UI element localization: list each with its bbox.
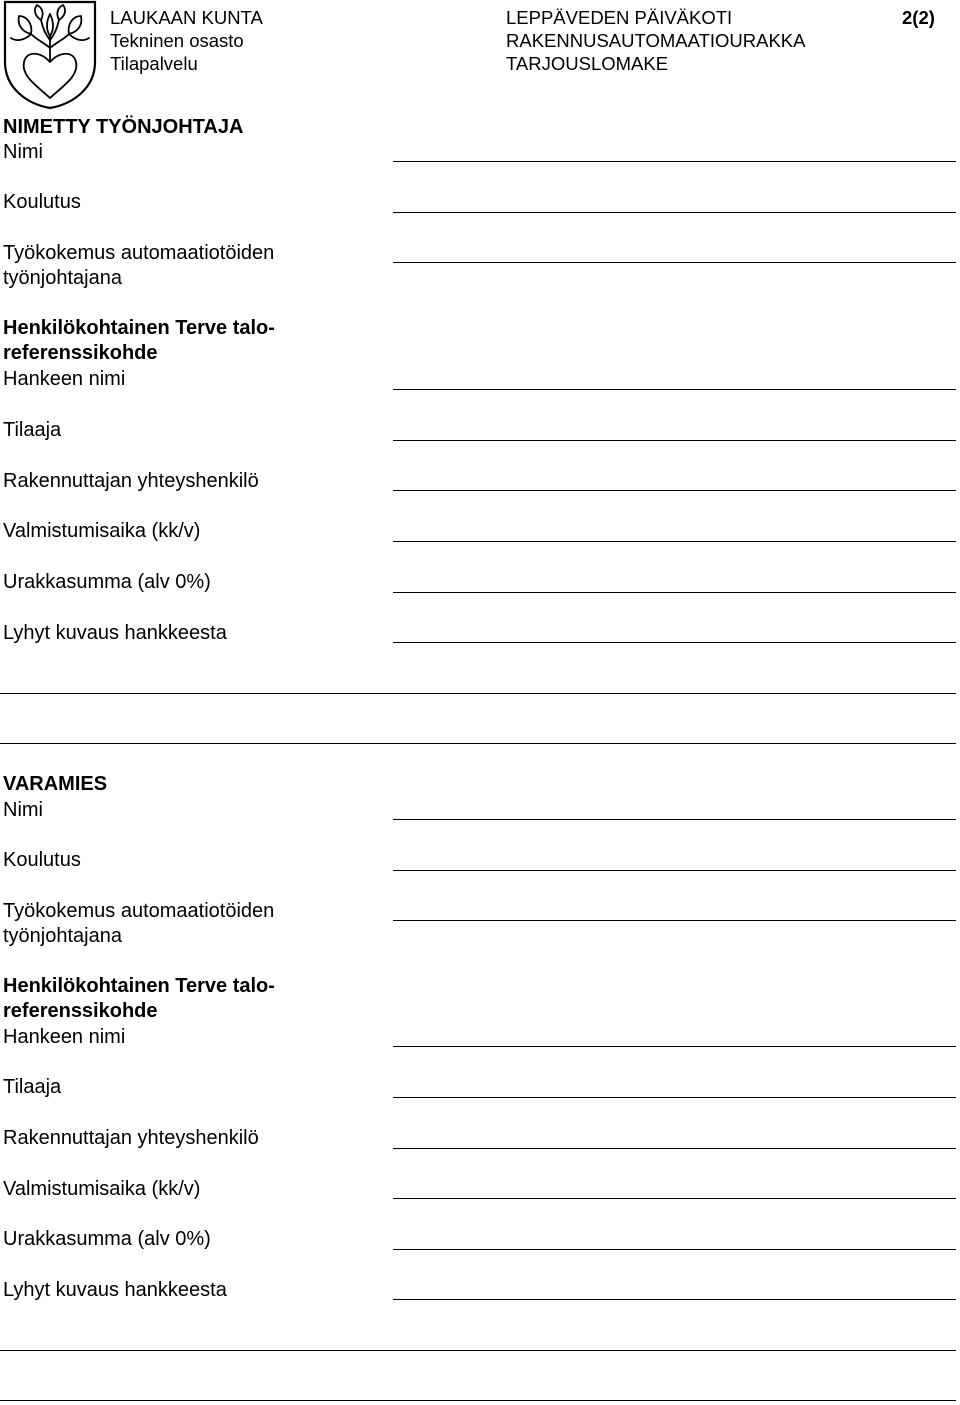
field-line-kuvaus[interactable]: [393, 642, 956, 643]
field-line-tilaaja[interactable]: [393, 440, 956, 441]
field-line-kuvaus[interactable]: [393, 1299, 956, 1300]
reference-heading-cont: referenssikohde: [3, 342, 158, 364]
org-unit: Tilapalvelu: [110, 53, 198, 74]
field-label-koulutus: Koulutus: [3, 191, 81, 213]
field-line-valmistumisaika[interactable]: [393, 1198, 956, 1199]
page-number: 2(2): [902, 7, 935, 28]
field-label-nimi: Nimi: [3, 799, 43, 821]
logo: [3, 0, 97, 110]
field-label-tyokokemus: Työkokemus automaatiotöiden: [3, 242, 275, 264]
field-line-yhteyshenkilo[interactable]: [393, 1148, 956, 1149]
field-label-tyokokemus-cont: työnjohtajana: [3, 925, 122, 947]
field-line-tilaaja[interactable]: [393, 1097, 956, 1098]
field-label-tilaaja: Tilaaja: [3, 419, 62, 441]
reference-heading: Henkilökohtainen Terve talo-: [3, 975, 275, 997]
field-label-koulutus: Koulutus: [3, 849, 81, 871]
field-line-hankkeen-nimi[interactable]: [393, 1046, 956, 1047]
field-line-nimi[interactable]: [393, 161, 956, 162]
field-line-urakkasumma[interactable]: [393, 1249, 956, 1250]
field-line-kuvaus-3[interactable]: [0, 743, 956, 744]
field-line-koulutus[interactable]: [393, 870, 956, 871]
reference-heading-cont: referenssikohde: [3, 1000, 158, 1022]
field-label-nimi: Nimi: [3, 141, 43, 163]
field-label-urakkasumma: Urakkasumma (alv 0%): [3, 1228, 211, 1250]
field-label-valmistumisaika: Valmistumisaika (kk/v): [3, 1178, 201, 1200]
reference-heading: Henkilökohtainen Terve talo-: [3, 317, 275, 339]
field-label-hankkeen-nimi: Hankeen nimi: [3, 1026, 126, 1048]
field-line-urakkasumma[interactable]: [393, 592, 956, 593]
section-heading: VARAMIES: [3, 773, 108, 795]
field-label-kuvaus: Lyhyt kuvaus hankkeesta: [3, 622, 227, 644]
org-department: Tekninen osasto: [110, 30, 244, 51]
field-line-nimi[interactable]: [393, 819, 956, 820]
org-name: LAUKAAN KUNTA: [110, 7, 263, 28]
field-line-yhteyshenkilo[interactable]: [393, 490, 956, 491]
field-label-valmistumisaika: Valmistumisaika (kk/v): [3, 520, 201, 542]
laukaa-coat-of-arms-icon: [3, 0, 97, 110]
field-label-tyokokemus: Työkokemus automaatiotöiden: [3, 900, 275, 922]
field-line-kuvaus-3[interactable]: [0, 1400, 956, 1401]
field-label-tilaaja: Tilaaja: [3, 1076, 62, 1098]
field-line-hankkeen-nimi[interactable]: [393, 389, 956, 390]
project-name: LEPPÄVEDEN PÄIVÄKOTI: [506, 7, 733, 28]
field-line-kuvaus-2[interactable]: [0, 1350, 956, 1351]
project-info: [506, 6, 805, 75]
field-label-tyokokemus-cont: työnjohtajana: [3, 267, 122, 289]
section-heading: NIMETTY TYÖNJOHTAJA: [3, 116, 244, 138]
field-label-yhteyshenkilo: Rakennuttajan yhteyshenkilö: [3, 470, 259, 492]
field-line-tyokokemus[interactable]: [393, 920, 956, 921]
field-label-urakkasumma: Urakkasumma (alv 0%): [3, 571, 211, 593]
field-label-hankkeen-nimi: Hankeen nimi: [3, 368, 126, 390]
document-type: TARJOUSLOMAKE: [506, 53, 669, 74]
field-line-kuvaus-2[interactable]: [0, 693, 956, 694]
field-line-tyokokemus[interactable]: [393, 262, 956, 263]
field-label-kuvaus: Lyhyt kuvaus hankkeesta: [3, 1279, 227, 1301]
field-line-valmistumisaika[interactable]: [393, 541, 956, 542]
organization-info: [110, 6, 263, 75]
contract-name: RAKENNUSAUTOMAATIOURAKKA: [506, 30, 806, 51]
field-line-koulutus[interactable]: [393, 212, 956, 213]
field-label-yhteyshenkilo: Rakennuttajan yhteyshenkilö: [3, 1127, 259, 1149]
